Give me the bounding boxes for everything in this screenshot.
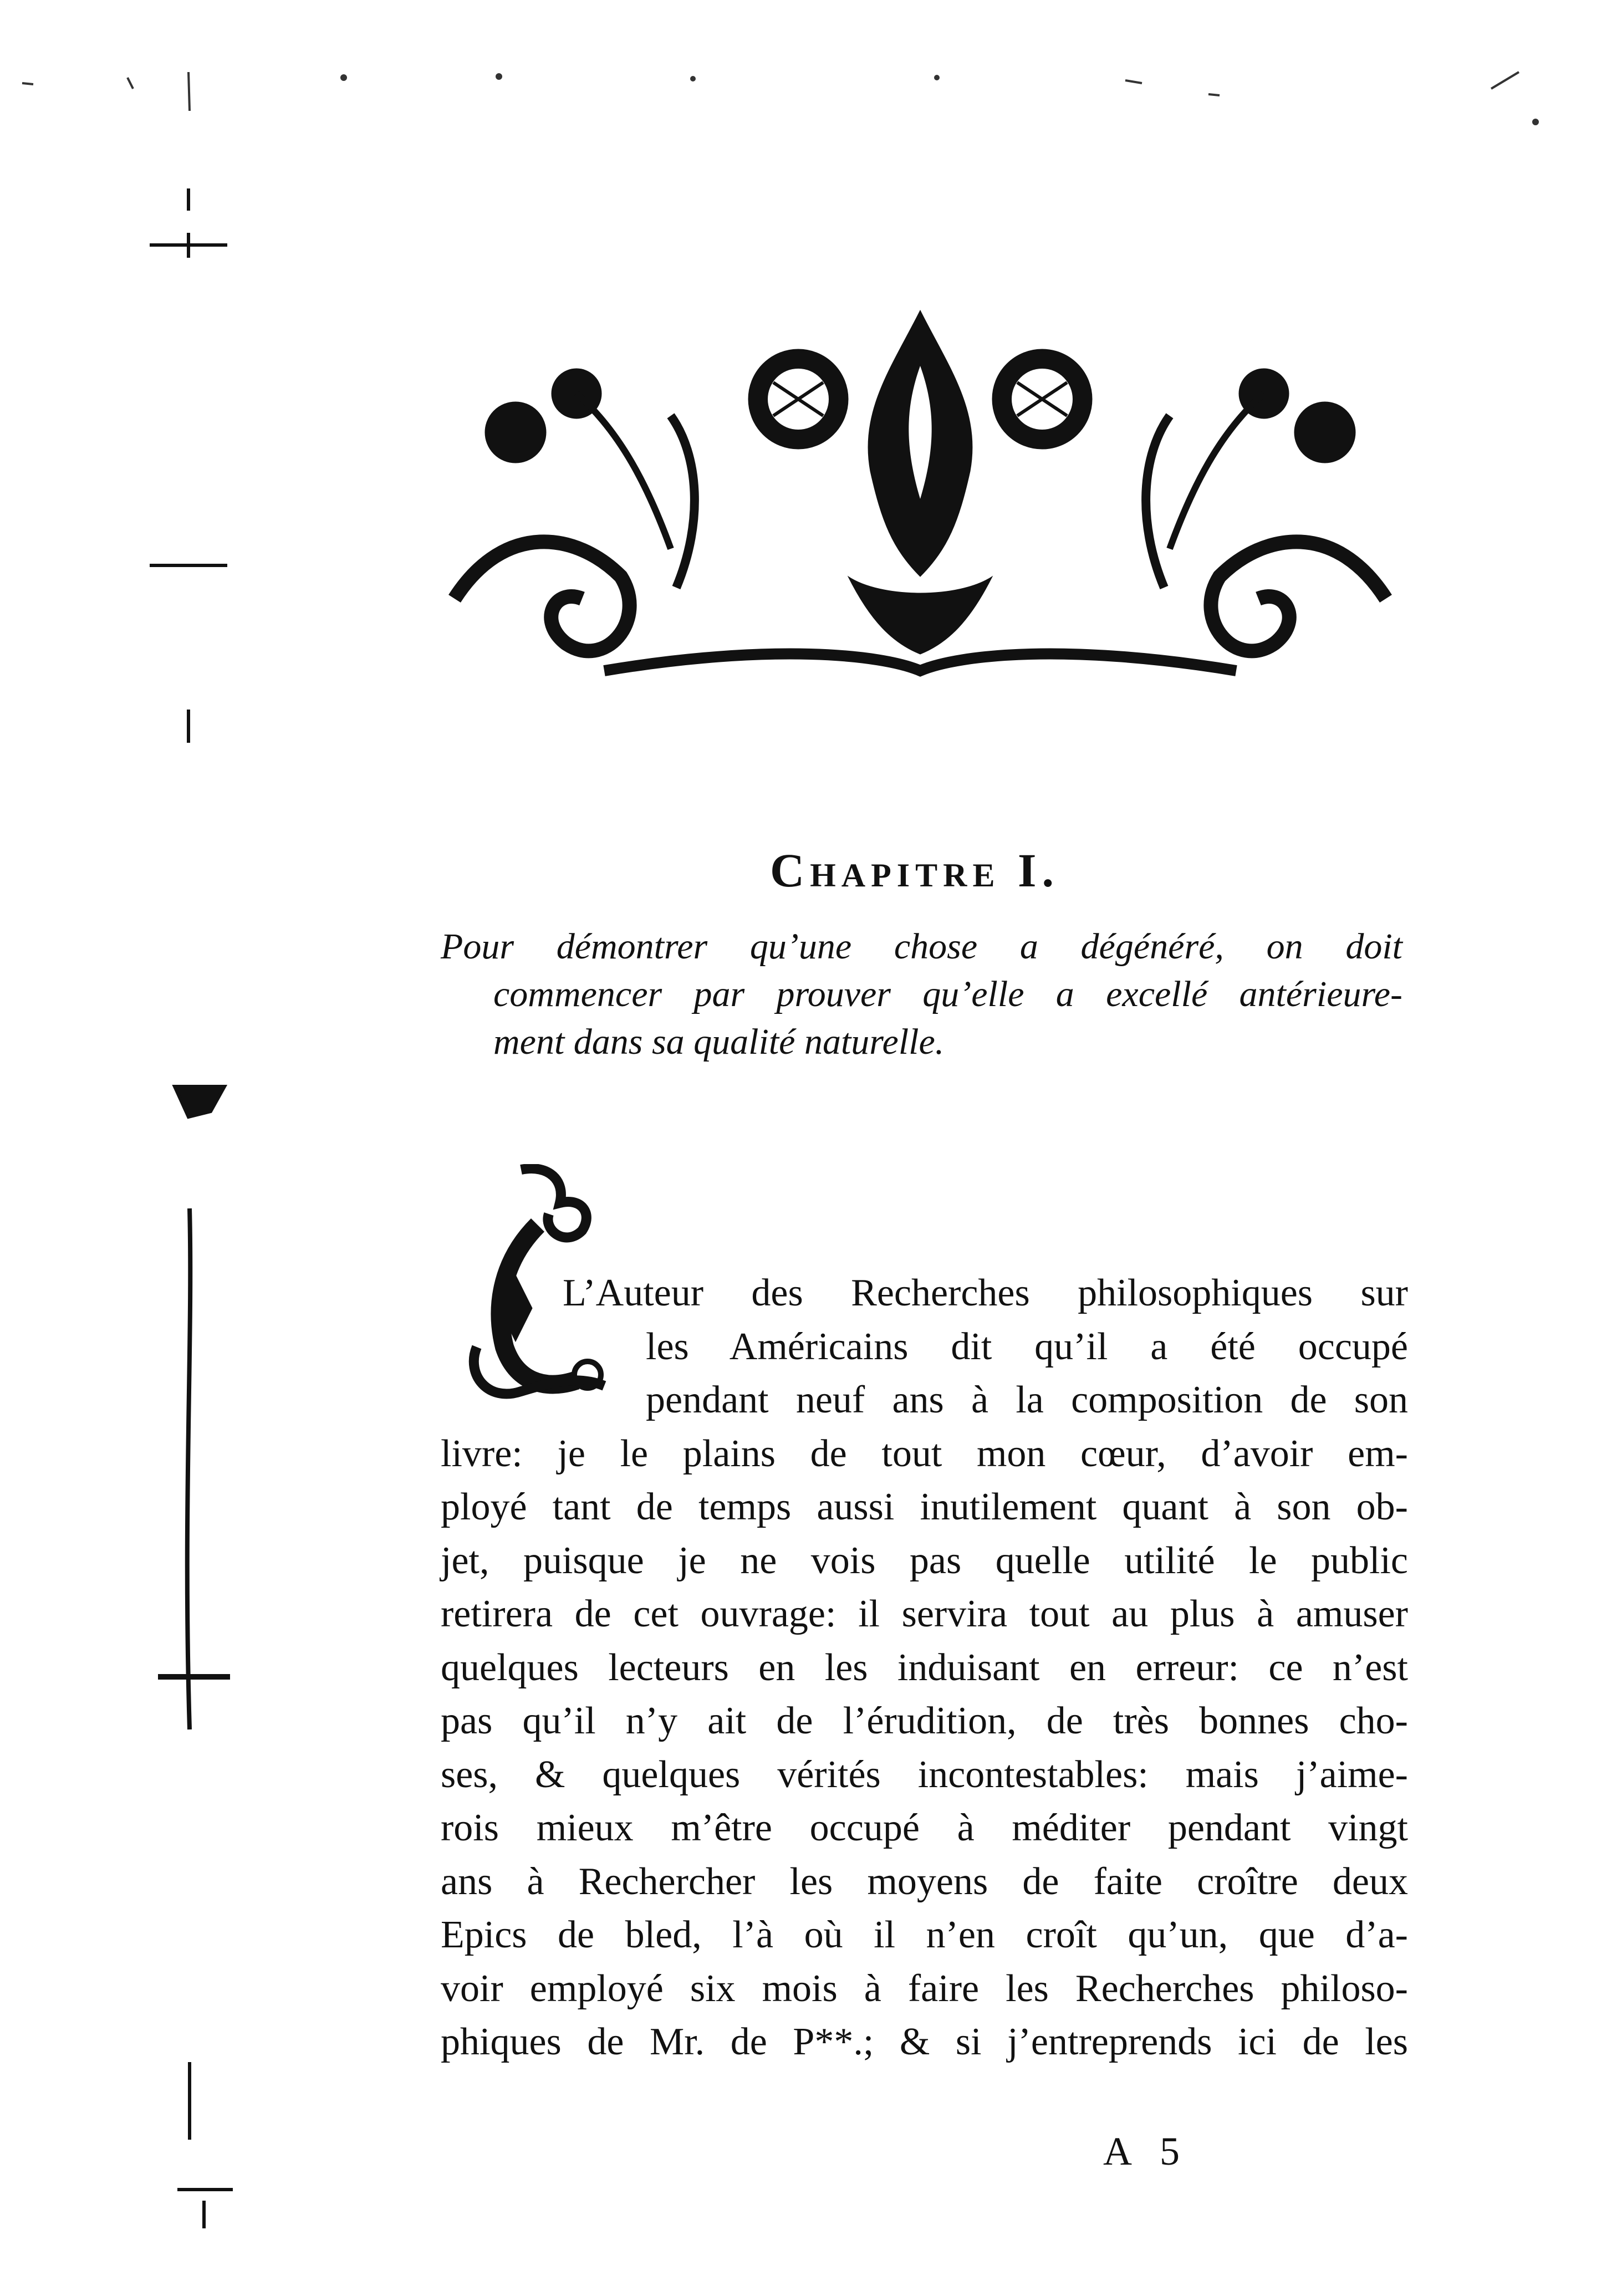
summary-line: ment dans sa qualité naturelle. (493, 1022, 945, 1062)
body-line: rois mieux m’être occupé à méditer pendant vingt (441, 1807, 1408, 1849)
body-line: ployé tant de temps aussi inutilement quant à son ob- (441, 1486, 1408, 1528)
body-line: les Américains dit qu’il a été occupé (646, 1325, 1408, 1368)
binding-margin-marks (127, 67, 261, 2228)
body-line: jet, puisque je ne vois pas quelle utilité le public (441, 1539, 1408, 1582)
body-line: livre: je le plains de tout mon cœur, d’avoir em- (441, 1432, 1408, 1475)
summary-line: Pour démontrer qu’une chose a dégénéré, on doit (441, 926, 1402, 967)
floral-headpiece (438, 288, 1402, 710)
body-line: pas qu’il n’y ait de l’érudition, de très bonnes cho- (441, 1700, 1408, 1742)
chapter-title: Chapitre I. (770, 844, 1059, 897)
body-line: ses, & quelques vérités incontestables: mais j’aime- (441, 1753, 1408, 1796)
body-line: retirera de cet ouvrage: il servira tout au plus à amuser (441, 1593, 1408, 1635)
summary-line: commencer par prouver qu’elle a excellé antérieure- (493, 974, 1402, 1014)
body-line: voir employé six mois à faire les Recherches philoso- (441, 1967, 1408, 2010)
body-line: L’Auteur des Recherches philosophiques sur (563, 1272, 1408, 1314)
body-line: ans à Rechercher les moyens de faite croître deux (441, 1860, 1408, 1903)
body-text (441, 1267, 1408, 2069)
body-line: quelques lecteurs en les induisant en erreur: ce n’est (441, 1646, 1408, 1689)
chapter-summary (441, 923, 1402, 1066)
body-line: Epics de bled, l’à où il n’en croît qu’un, que d’a- (441, 1914, 1408, 1956)
body-line: pendant neuf ans à la composition de son (646, 1379, 1408, 1421)
body-line: phiques de Mr. de P**.; & si j’entreprends ici de les (441, 2021, 1408, 2063)
signature-mark: A 5 (1103, 2129, 1190, 2173)
